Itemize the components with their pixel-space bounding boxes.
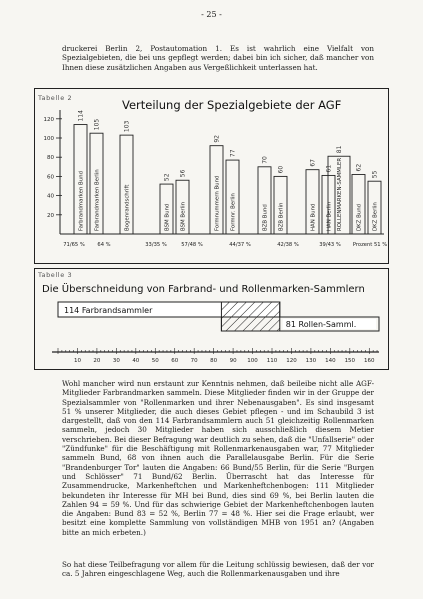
bar-label: DKZ Bund xyxy=(356,203,363,231)
bar-value-label: 70 xyxy=(261,156,269,164)
bar-label: Bogenrandschrift xyxy=(124,184,131,231)
x-tick-label: 160 xyxy=(364,358,375,364)
paragraph-closing: So hat diese Teilbefragung vor allem für die Leitung schlüssig bewiesen, daß der vor ca. 5 Jahren eingeschlagene Weg, auch die Rollenmarkenausgaben und ihre xyxy=(62,560,374,579)
chart-ueberschneidung xyxy=(34,268,389,370)
x-tick-label: 20 xyxy=(93,358,101,364)
x-tick-label: 30 xyxy=(112,358,120,364)
bar-label: Formnummern Bund xyxy=(214,175,221,231)
x-tick-label: 130 xyxy=(305,358,317,364)
bar-label: BSM Berlin xyxy=(180,201,187,231)
y-tick-label: 100 xyxy=(43,136,54,142)
x-tick-label: 90 xyxy=(229,358,237,364)
bar-label: 81 Rollen-Samml. xyxy=(285,320,357,329)
chart-title: Verteilung der Spezialgebiete der AGF xyxy=(122,98,342,112)
group-label: 57/48 % xyxy=(181,242,203,248)
bar-value-label: 103 xyxy=(123,120,131,133)
group-label: Prozent 51 % xyxy=(352,242,388,248)
group-label: 42/38 % xyxy=(277,242,299,248)
bar-label: DKZ Berlin xyxy=(372,202,379,231)
bar-value-label: 92 xyxy=(213,135,221,143)
x-tick-label: 40 xyxy=(132,358,140,364)
chart-title: Die Überschneidung von Farbrand- und Rollenmarken-Sammlern xyxy=(42,284,365,295)
bar-label: BZB Bund xyxy=(262,204,269,231)
bar-value-label: 67 xyxy=(309,159,317,167)
x-tick-label: 120 xyxy=(286,358,297,364)
y-tick-label: 20 xyxy=(47,212,54,219)
x-tick-label: 60 xyxy=(171,358,179,364)
bar-value-label: 105 xyxy=(93,118,101,131)
bar-value-label: 56 xyxy=(179,169,187,178)
x-tick-label: 110 xyxy=(266,358,278,364)
chart-spezialgebiete xyxy=(34,88,389,264)
bar-value-label: 81 xyxy=(336,145,343,154)
x-tick-label: 50 xyxy=(151,358,159,364)
bar-label: Formnr. Berlin xyxy=(230,193,237,231)
page-number: - 25 - xyxy=(201,10,222,19)
bar-label: ROLLENMARKEN-SAMMLER xyxy=(337,157,343,231)
group-label: 33/35 % xyxy=(145,242,167,248)
group-label: 39/43 % xyxy=(319,242,341,248)
table-label: Tabelle 3 xyxy=(38,271,73,279)
bar-label: BZB Berlin xyxy=(278,202,285,231)
bar-label: BSM Bund xyxy=(164,203,171,231)
bar-value-label: 60 xyxy=(277,165,285,174)
x-tick-label: 100 xyxy=(247,358,258,364)
group-label: 44/37 % xyxy=(229,242,251,248)
bar-value-label: 61 xyxy=(325,164,333,173)
paragraph-main: Wohl mancher wird nun erstaunt zur Kenntnis nehmen, daß beileibe nicht alle AGF-Mitglieder Farbrandmarken sammeln. Diese Mitglieder finden wir in der Gruppe der Spezialsammler von "Rollenmarken und ihrer Nebenausgaben". Es sind insgesamt 51 % unserer Mitglieder, die auch dieses Gebiet pflegen - und im Schaubild 3 ist dargestellt, daß von den 114 Farbrandsammlern auch 51 gleichzeitig Rollenmarken sammeln, jedoch 30 Mitglieder haben sich ausschließlich diesem Metier verschrieben. Bei dieser Befragung war deutlich zu sehen, daß die "Unfallserie" oder "Zündfunke" für die Beschäftigung mit Rollenmarkenausgaben war, 77 Mitglieder sammeln Bund, 68 von ihnen auch die Parallelausgabe Berlin. Für die Serie "Brandenburger Tor" lauten die Angaben: 66 Bund/55 Berlin, für die Serie "Burgen und Schlösser" 71 Bund/62 Berlin. Überrascht hat das Interesse für Zusammendrucke, Markenheftchen und Markenheftchenbogen: 111 Mitglieder bekundeten ihr Interesse für MH bei Bund, dies sind 69 %, bei Berlin lauten die Zahlen 94 = 59 %. Und für das schwierige Gebiet der Markenheftchenbogen lauten die Angaben: Bund 83 = 52 %, Berlin 77 = 48 %. Hier sei die Frage erlaubt, wer besitzt eine komplette Sammlung von vollständigen MHB von 1951 an? (Angaben bitte an mich erbeten.) xyxy=(62,379,374,537)
bar-label: Farbrandmarken Berlin xyxy=(94,169,101,231)
bar-label: HAN Bund xyxy=(310,203,317,231)
bar-value-label: 114 xyxy=(77,110,85,122)
y-tick-label: 40 xyxy=(47,193,54,200)
y-tick-label: 120 xyxy=(43,116,54,123)
paragraph-intro: druckerei Berlin 2, Postautomation 1. Es ist wahrlich eine Vielfalt von Spezialgebieten, die bei uns gepflegt werden; dabei bin ich sicher, daß mancher von Ihnen diese zusätzlichen Angaben aus Vergeßlichkeit unterlassen hat. xyxy=(62,44,374,72)
bar-value-label: 52 xyxy=(163,173,171,182)
x-tick-label: 140 xyxy=(325,358,336,364)
y-tick-label: 60 xyxy=(47,174,54,181)
bar-label: HAN Berlin xyxy=(326,201,333,231)
y-tick-label: 80 xyxy=(47,155,54,162)
x-tick-label: 70 xyxy=(190,358,198,364)
x-tick-label: 150 xyxy=(344,358,356,364)
bar-value-label: 55 xyxy=(371,170,379,179)
bar-value-label: 62 xyxy=(355,163,363,172)
table-label: Tabelle 2 xyxy=(38,94,73,102)
group-label: 71/65 % xyxy=(63,242,85,248)
x-tick-label: 10 xyxy=(73,358,81,364)
group-label: 64 % xyxy=(97,242,111,248)
x-tick-label: 80 xyxy=(210,358,218,364)
bar-value-label: 77 xyxy=(229,149,237,158)
bar-label: Farbrandmarken Bund xyxy=(78,170,85,231)
bar-label: 114 Farbrandsammler xyxy=(64,306,153,315)
